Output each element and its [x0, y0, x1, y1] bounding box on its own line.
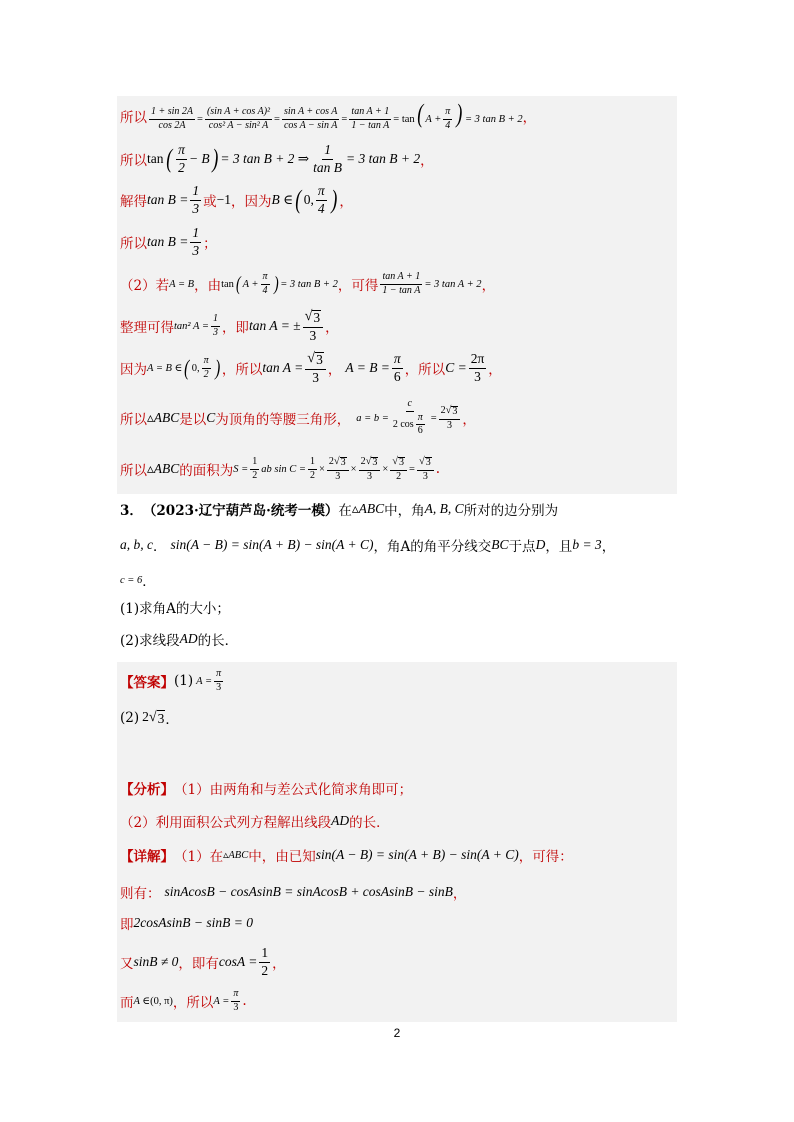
question-3-part-2: (2)求线段 AD 的长．: [120, 631, 239, 649]
detail-line-4: 又 sinB ≠ 0 ，即有 cosA = $\frac{1}{2}$ ，: [120, 945, 286, 978]
solution-line-5: （2）若 A = B ，由 tan ( A + $\frac{\pi}{4}$ ) = 3 tan B + 2 ，可得 $\frac{\text{tan A + 1}}{\text{1 − tan A}}$ = 3 tan A + 2 ，: [120, 271, 496, 296]
solution-line-9: 所以 ▵ABC 的面积为 S = $\frac{1}{2}$ ab sin C = $\frac{1}{2}$ × 2 √ 3 3 × 2 √ 3 3 × √ 3 2 = √ 3 3 .: [120, 456, 441, 482]
answer-label: 【答案】: [120, 675, 174, 691]
fraction: $\frac{\text{(sin A + cos A)²}}{\text{cos² A − sin² A}}$: [206, 106, 271, 131]
detail-line-2: 则有： sinAcosB − cosAsinB = sinAcosB + cosAsinB − sinB ，: [120, 884, 467, 902]
answer-line-1: 【答案】 (1) A = $\frac{\pi}{3}$: [120, 668, 222, 693]
page-number: 2: [393, 1026, 401, 1040]
fraction: $\frac{\text{tan A + 1}}{\text{1 − tan A}}$: [351, 106, 390, 131]
solution-line-1: 所以 $\frac{1 + \sin 2A}{\cos 2A}$ = $\frac{\text{(sin A + cos A)²}}{\text{cos² A − sin² A}}$ = $\frac{\text{sin A + cos A}}{\text{cos A − sin A}}$ = $\frac{\text{tan A + 1}}{\text{1 − tan A}}$ = tan( A + $\frac{\pi}{4}$ ) = 3 tan B + 2 ，: [120, 98, 537, 131]
question-source: （2023·辽宁葫芦岛·统考一模）: [142, 503, 339, 519]
solution-line-8: 所以 ▵ABC 是以 C 为顶角的等腰三角形， a = b = c 2 cos $\frac{\pi}{6}$ = 2 √ 3 3 ，: [120, 398, 476, 437]
analysis-line-2: （2）利用面积公式列方程解出线段 AD 的长．: [120, 813, 390, 831]
question-3-line-2: a, b, c ． sin(A − B) = sin(A + B) − sin(A + C) ，角A的角平分线交 BC 于点 D ，且 b = 3 ，: [120, 537, 616, 555]
analysis-label: 【分析】: [120, 782, 174, 798]
solution-line-6: 整理可得 tan² A = $\frac{1}{3}$ ，即 tan A = ± √ 3 3 ，: [120, 308, 339, 343]
detail-line-5: 而 A ∈ (0, π) ，所以 A = $\frac{\pi}{3}$ .: [120, 988, 247, 1013]
question-3-part-1: (1)求角A的大小；: [120, 601, 230, 617]
detail-line-3: 即 2cosAsinB − sinB = 0: [120, 915, 253, 933]
answer-line-2: (2) 2 √ 3 ．: [120, 709, 179, 728]
question-3-line-3: c = 6 ．: [120, 574, 156, 590]
solution-line-7: 因为 A = B ∈ ( 0, $\frac{\pi}{2}$ ) ，所以 tan A = √ 3 3 ， A = B = $\frac{\pi}{6}$ ，所以 C = $\frac{2\pi}{3}$ ，: [120, 350, 502, 385]
question-number: 3．: [120, 503, 143, 519]
solution-line-4: 所以 tan B = $\frac{1}{3}$ ；: [120, 225, 217, 258]
solution-line-2: 所以 tan ( $\frac{\pi}{2}$ − B ) = 3 tan B + 2 ⇒ $\frac{1}{\text{tan B}}$ = 3 tan B + 2 ，: [120, 142, 434, 175]
analysis-line-1: 【分析】 （1）由两角和与差公式化简求角即可；: [120, 777, 680, 799]
fraction: $\frac{1 + \sin 2A}{\cos 2A}$: [151, 106, 194, 131]
detail-line-1: 【详解】 （1）在 ▵ABC 中，由已知 sin(A − B) = sin(A + B) − sin(A + C) ，可得：: [120, 847, 573, 865]
detail-label: 【详解】: [120, 849, 174, 865]
question-3-line-1: 3． （2023·辽宁葫芦岛·统考一模） 在 ▵ABC 中，角 A, B, C 所对的边分别为: [120, 501, 559, 519]
solution-line-3: 解得 tan B = $\frac{1}{3}$ 或 −1 ，因为 B ∈ ( 0, $\frac{\pi}{4}$ ) ，: [120, 183, 353, 216]
fraction: $\frac{\text{sin A + cos A}}{\text{cos A − sin A}}$: [283, 106, 338, 131]
text: 所以: [120, 110, 147, 126]
